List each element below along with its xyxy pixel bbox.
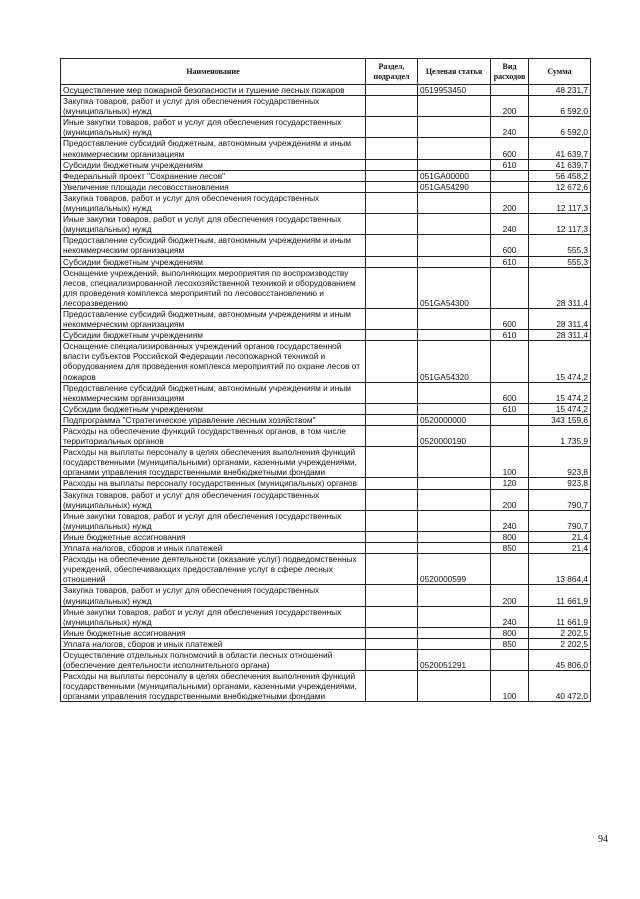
cell-target: 0520000000 bbox=[418, 414, 491, 425]
table-row bbox=[61, 117, 591, 138]
cell-vid: 600 bbox=[491, 308, 529, 329]
cell-target bbox=[418, 330, 491, 341]
cell-vid: 850 bbox=[491, 638, 529, 649]
cell-section bbox=[366, 606, 418, 627]
table-row bbox=[61, 85, 591, 96]
cell-sum: 555,3 bbox=[529, 256, 591, 267]
cell-sum: 56 458,2 bbox=[529, 170, 591, 181]
cell-section bbox=[366, 403, 418, 414]
table-row bbox=[61, 181, 591, 192]
cell-section bbox=[366, 671, 418, 702]
cell-vid: 100 bbox=[491, 671, 529, 702]
cell-name: Субсидии бюджетным учреждениям bbox=[61, 330, 366, 341]
cell-section bbox=[366, 554, 418, 585]
cell-sum: 28 311,4 bbox=[529, 330, 591, 341]
cell-sum: 343 159,6 bbox=[529, 414, 591, 425]
cell-target: 0519953450 bbox=[418, 85, 491, 96]
cell-name: Осуществление отдельных полномочий в области лесных отношений (обеспечение деятельности исполнительного органа) bbox=[61, 649, 366, 670]
table-row bbox=[61, 308, 591, 329]
cell-name: Предоставление субсидий бюджетным, автономным учреждениям и иным некоммерческим организациям bbox=[61, 235, 366, 256]
cell-section bbox=[366, 627, 418, 638]
table-header-row bbox=[61, 59, 591, 85]
cell-name: Иные бюджетные ассигнования bbox=[61, 531, 366, 542]
cell-section bbox=[366, 159, 418, 170]
cell-sum: 15 474,2 bbox=[529, 403, 591, 414]
cell-sum: 21,4 bbox=[529, 531, 591, 542]
cell-sum: 923,8 bbox=[529, 478, 591, 489]
cell-sum: 555,3 bbox=[529, 235, 591, 256]
cell-section bbox=[366, 330, 418, 341]
cell-target bbox=[418, 214, 491, 235]
cell-section bbox=[366, 256, 418, 267]
cell-section bbox=[366, 478, 418, 489]
cell-vid bbox=[491, 554, 529, 585]
budget-table bbox=[60, 58, 591, 702]
cell-target bbox=[418, 96, 491, 117]
table-row bbox=[61, 330, 591, 341]
cell-section bbox=[366, 214, 418, 235]
cell-target bbox=[418, 543, 491, 554]
cell-vid bbox=[491, 341, 529, 382]
cell-sum: 1 735,9 bbox=[529, 426, 591, 447]
cell-section bbox=[366, 96, 418, 117]
cell-name: Субсидии бюджетным учреждениям bbox=[61, 403, 366, 414]
cell-sum: 21,4 bbox=[529, 543, 591, 554]
cell-target bbox=[418, 510, 491, 531]
cell-sum: 2 202,5 bbox=[529, 638, 591, 649]
cell-target bbox=[418, 117, 491, 138]
cell-name: Расходы на выплаты персоналу в целях обеспечения выполнения функций государственными (муниципальными) органами, казенными учреждениями, органами управления государственными внебюджетными фондами bbox=[61, 447, 366, 478]
cell-name: Иные бюджетные ассигнования bbox=[61, 627, 366, 638]
cell-target: 051GA00000 bbox=[418, 170, 491, 181]
cell-vid: 120 bbox=[491, 478, 529, 489]
cell-sum: 41 639,7 bbox=[529, 138, 591, 159]
cell-vid: 240 bbox=[491, 117, 529, 138]
cell-target: 0520051291 bbox=[418, 649, 491, 670]
cell-vid: 600 bbox=[491, 138, 529, 159]
cell-section bbox=[366, 117, 418, 138]
cell-target bbox=[418, 192, 491, 213]
cell-name: Оснащение специализированных учреждений органов государственной власти субъектов Российской Федерации лесопожарной техникой и оборудованием для проведения комплекса мероприятий по охране лесов от пожаров bbox=[61, 341, 366, 382]
cell-target bbox=[418, 627, 491, 638]
cell-name: Субсидии бюджетным учреждениям bbox=[61, 256, 366, 267]
cell-target: 051GA54320 bbox=[418, 341, 491, 382]
cell-vid: 200 bbox=[491, 192, 529, 213]
cell-name: Закупка товаров, работ и услуг для обеспечения государственных (муниципальных) нужд bbox=[61, 585, 366, 606]
cell-section bbox=[366, 585, 418, 606]
cell-sum: 2 202,5 bbox=[529, 627, 591, 638]
cell-vid: 800 bbox=[491, 627, 529, 638]
cell-vid: 610 bbox=[491, 403, 529, 414]
cell-vid bbox=[491, 414, 529, 425]
cell-vid: 240 bbox=[491, 510, 529, 531]
cell-target bbox=[418, 531, 491, 542]
cell-sum: 11 661,9 bbox=[529, 606, 591, 627]
cell-section bbox=[366, 531, 418, 542]
table-row bbox=[61, 554, 591, 585]
cell-vid: 610 bbox=[491, 330, 529, 341]
cell-target bbox=[418, 159, 491, 170]
cell-section bbox=[366, 341, 418, 382]
table-row bbox=[61, 267, 591, 308]
cell-name: Осуществление мер пожарной безопасности и тушение лесных пожаров bbox=[61, 85, 366, 96]
header-vid: Вид расходов bbox=[491, 59, 529, 85]
cell-section bbox=[366, 85, 418, 96]
cell-sum: 12 117,3 bbox=[529, 214, 591, 235]
cell-section bbox=[366, 510, 418, 531]
table-row bbox=[61, 606, 591, 627]
page-number: 94 bbox=[598, 834, 608, 845]
cell-name: Подпрограмма "Стратегическое управление лесным хозяйством" bbox=[61, 414, 366, 425]
cell-target bbox=[418, 671, 491, 702]
cell-name: Предоставление субсидий бюджетным, автономным учреждениям и иным некоммерческим организациям bbox=[61, 382, 366, 403]
cell-section bbox=[366, 447, 418, 478]
cell-sum: 790,7 bbox=[529, 489, 591, 510]
cell-section bbox=[366, 382, 418, 403]
cell-vid: 100 bbox=[491, 447, 529, 478]
cell-section bbox=[366, 170, 418, 181]
table-row bbox=[61, 192, 591, 213]
cell-target bbox=[418, 256, 491, 267]
cell-name: Федеральный проект "Сохранение лесов" bbox=[61, 170, 366, 181]
cell-section bbox=[366, 543, 418, 554]
table-row bbox=[61, 414, 591, 425]
cell-target bbox=[418, 403, 491, 414]
table-row bbox=[61, 447, 591, 478]
cell-target bbox=[418, 638, 491, 649]
cell-target bbox=[418, 478, 491, 489]
cell-sum: 790,7 bbox=[529, 510, 591, 531]
table-row bbox=[61, 256, 591, 267]
cell-name: Иные закупки товаров, работ и услуг для обеспечения государственных (муниципальных) нужд bbox=[61, 606, 366, 627]
cell-name: Уплата налогов, сборов и иных платежей bbox=[61, 543, 366, 554]
table-row bbox=[61, 382, 591, 403]
table-row bbox=[61, 489, 591, 510]
cell-name: Предоставление субсидий бюджетным, автономным учреждениям и иным некоммерческим организациям bbox=[61, 138, 366, 159]
cell-sum: 28 311,4 bbox=[529, 308, 591, 329]
cell-section bbox=[366, 649, 418, 670]
header-name: Наименование bbox=[61, 59, 366, 85]
cell-name: Расходы на выплаты персоналу в целях обеспечения выполнения функций государственными (муниципальными) органами, казенными учреждениями, органами управления государственными внебюджетными фондами bbox=[61, 671, 366, 702]
cell-sum: 45 806,0 bbox=[529, 649, 591, 670]
cell-vid: 600 bbox=[491, 235, 529, 256]
cell-name: Закупка товаров, работ и услуг для обеспечения государственных (муниципальных) нужд bbox=[61, 489, 366, 510]
table-header bbox=[61, 59, 591, 85]
cell-section bbox=[366, 192, 418, 213]
cell-section bbox=[366, 267, 418, 308]
cell-sum: 41 639,7 bbox=[529, 159, 591, 170]
cell-section bbox=[366, 638, 418, 649]
cell-vid: 610 bbox=[491, 256, 529, 267]
header-section: Раздел, подраздел bbox=[366, 59, 418, 85]
table-row bbox=[61, 543, 591, 554]
table-row bbox=[61, 478, 591, 489]
table-row bbox=[61, 138, 591, 159]
cell-sum: 11 661,9 bbox=[529, 585, 591, 606]
cell-section bbox=[366, 308, 418, 329]
table-row bbox=[61, 159, 591, 170]
cell-name: Закупка товаров, работ и услуг для обеспечения государственных (муниципальных) нужд bbox=[61, 192, 366, 213]
table-body bbox=[61, 85, 591, 702]
cell-target bbox=[418, 308, 491, 329]
cell-vid: 240 bbox=[491, 214, 529, 235]
cell-vid: 200 bbox=[491, 96, 529, 117]
cell-vid bbox=[491, 170, 529, 181]
cell-vid: 200 bbox=[491, 585, 529, 606]
cell-name: Предоставление субсидий бюджетным, автономным учреждениям и иным некоммерческим организациям bbox=[61, 308, 366, 329]
cell-target: 0520000599 bbox=[418, 554, 491, 585]
cell-name: Увеличение площади лесовосстановления bbox=[61, 181, 366, 192]
cell-target bbox=[418, 382, 491, 403]
cell-target bbox=[418, 235, 491, 256]
cell-name: Закупка товаров, работ и услуг для обеспечения государственных (муниципальных) нужд bbox=[61, 96, 366, 117]
cell-name: Иные закупки товаров, работ и услуг для обеспечения государственных (муниципальных) нужд bbox=[61, 214, 366, 235]
cell-sum: 28 311,4 bbox=[529, 267, 591, 308]
header-sum: Сумма bbox=[529, 59, 591, 85]
cell-vid: 200 bbox=[491, 489, 529, 510]
cell-name: Расходы на обеспечение функций государственных органов, в том числе территориальных органов bbox=[61, 426, 366, 447]
cell-vid: 610 bbox=[491, 159, 529, 170]
cell-target: 0520000190 bbox=[418, 426, 491, 447]
cell-vid bbox=[491, 649, 529, 670]
table-row bbox=[61, 426, 591, 447]
cell-section bbox=[366, 426, 418, 447]
cell-sum: 12 117,3 bbox=[529, 192, 591, 213]
cell-name: Уплата налогов, сборов и иных платежей bbox=[61, 638, 366, 649]
table-row bbox=[61, 627, 591, 638]
cell-section bbox=[366, 138, 418, 159]
cell-target bbox=[418, 447, 491, 478]
cell-target bbox=[418, 138, 491, 159]
header-target: Целевая статья bbox=[418, 59, 491, 85]
cell-vid: 850 bbox=[491, 543, 529, 554]
cell-section bbox=[366, 181, 418, 192]
cell-target bbox=[418, 606, 491, 627]
cell-vid bbox=[491, 181, 529, 192]
table-row bbox=[61, 638, 591, 649]
cell-target bbox=[418, 489, 491, 510]
cell-name: Иные закупки товаров, работ и услуг для обеспечения государственных (муниципальных) нужд bbox=[61, 117, 366, 138]
table-row bbox=[61, 170, 591, 181]
cell-vid bbox=[491, 267, 529, 308]
cell-sum: 6 592,0 bbox=[529, 96, 591, 117]
table-row bbox=[61, 531, 591, 542]
cell-sum: 15 474,2 bbox=[529, 382, 591, 403]
cell-sum: 923,8 bbox=[529, 447, 591, 478]
cell-target: 051GA54300 bbox=[418, 267, 491, 308]
cell-name: Субсидии бюджетным учреждениям bbox=[61, 159, 366, 170]
cell-sum: 15 474,2 bbox=[529, 341, 591, 382]
table-row bbox=[61, 649, 591, 670]
cell-vid bbox=[491, 85, 529, 96]
cell-target bbox=[418, 585, 491, 606]
cell-sum: 40 472,0 bbox=[529, 671, 591, 702]
cell-vid: 800 bbox=[491, 531, 529, 542]
table-row bbox=[61, 96, 591, 117]
cell-name: Расходы на обеспечение деятельности (оказание услуг) подведомственных учреждений, обеспечивающих предоставление услуг в сфере лесных отношений bbox=[61, 554, 366, 585]
cell-name: Оснащение учреждений, выполняющих мероприятия по воспроизводству лесов, специализированной лесохозяйственной техникой и оборудованием для проведения комплекса мероприятий по лесовосстановлению и лесоразведению bbox=[61, 267, 366, 308]
cell-sum: 12 672,6 bbox=[529, 181, 591, 192]
cell-name: Иные закупки товаров, работ и услуг для обеспечения государственных (муниципальных) нужд bbox=[61, 510, 366, 531]
table-row bbox=[61, 671, 591, 702]
cell-section bbox=[366, 489, 418, 510]
cell-sum: 48 231,7 bbox=[529, 85, 591, 96]
cell-vid bbox=[491, 426, 529, 447]
cell-vid: 240 bbox=[491, 606, 529, 627]
table-row bbox=[61, 585, 591, 606]
cell-sum: 13 864,4 bbox=[529, 554, 591, 585]
table-row bbox=[61, 235, 591, 256]
table-row bbox=[61, 214, 591, 235]
cell-section bbox=[366, 235, 418, 256]
cell-section bbox=[366, 414, 418, 425]
cell-sum: 6 592,0 bbox=[529, 117, 591, 138]
cell-target: 051GA54290 bbox=[418, 181, 491, 192]
cell-name: Расходы на выплаты персоналу государственных (муниципальных) органов bbox=[61, 478, 366, 489]
table-row bbox=[61, 341, 591, 382]
table-row bbox=[61, 403, 591, 414]
table-row bbox=[61, 510, 591, 531]
cell-vid: 600 bbox=[491, 382, 529, 403]
